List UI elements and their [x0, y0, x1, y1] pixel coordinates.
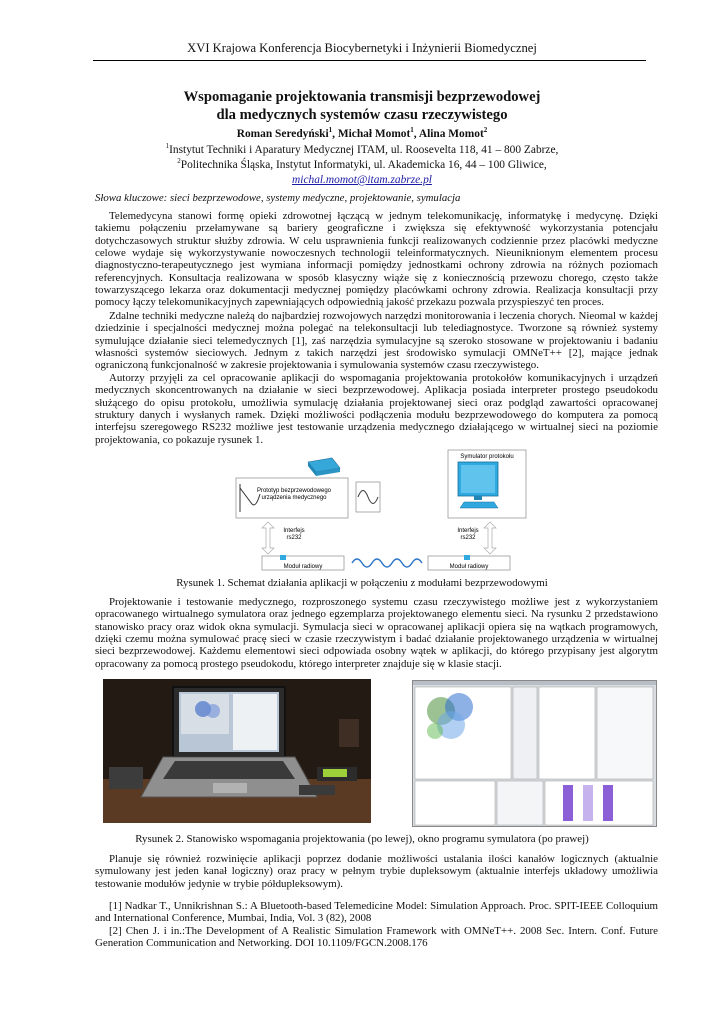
arrow-right — [484, 522, 496, 554]
title-line-2: dla medycznych systemów czasu rzeczywistego — [216, 107, 508, 123]
author-list: Roman Seredyński$^1$, Michał Momot$^1$, Alina Momot$^2$ — [236, 126, 488, 140]
interface-left-1: Interfejs — [283, 528, 305, 534]
author-1: Roman Seredyński — [236, 128, 329, 140]
email-line — [0, 173, 724, 188]
figure-2-caption: Rysunek 2. Stanowisko wspomagania projektowania (po lewej), okno programu symulatora (po prawej) — [135, 833, 589, 845]
affiliations — [0, 143, 724, 188]
keyboard-icon — [460, 502, 498, 508]
reference-2: [2] Chen J. i in.:The Development of A Realistic Simulation Framework with OMNeT++. 2008 Sec. Intern. Conf. Future Generation Communication and Networking. DOI 10.1109/FGCN.2008.176 — [95, 924, 658, 950]
affiliation-2 — [0, 158, 724, 173]
paragraph-4: Projektowanie i testowanie medycznego, rozproszonego systemu czasu rzeczywistego możliwe jest z wykorzystaniem opracowanego wirtualnego symulatora oraz jednego egzemplarza projektowanego elementu sieci. Na rysunku 2 przedstawiono stanowisko pracy oraz widok okna symulacji. Symulacja sieci w opracowanej aplikacji opiera się na wątkach programowych, dzięki czemu można symulować pracę sieci w czasie rzeczywistym i badać działanie projektowanego urządzenia w wirtualnej sieci bezprzewodowej. Każdemu elementowi sieci odpowiada osobny wątek w aplikacji, do którego przypisany jest algorytm opracowany za pomocą prostego pseudokodu, którego interpreter znajduje się w klasie stacji. — [95, 596, 658, 670]
workstation-photo-drawing — [103, 679, 371, 823]
reference-1: [1] Nadkar T., Unnikrishnan S.: A Bluetooth-based Telemedicine Model: Simulation Approach. Proc. SPIT-IEEE Colloquium and International Conference, Mumbai, India, Vol. 3 (82), 2008 — [95, 900, 658, 925]
paragraph-2: Zdalne techniki medyczne należą do najbardziej rozwojowych narzędzi monitorowania i leczenia chorych. Nieomal w każdej dziedzinie i specjalności medycznej można polegać na telekonsultacji lub telediagnostyce. Tworzone są również systemy symulujące działanie sieci telemedycznych [1], zaś narzędzia symulacyjne są szeroko stosowane w projektowaniu i badaniu własności systemów sieciowych. Jednym z takich narzędzi jest środowisko symulacji OMNeT++ [2], mające jednak ograniczoną funkcjonalność w zakresie projektowania i symulowania systemów czasu rzeczywistego. — [95, 310, 658, 372]
monitor-screen — [461, 465, 495, 493]
arrow-left — [262, 522, 274, 554]
radio-wave-icon — [352, 559, 422, 567]
conference-header: XVI Krajowa Konferencja Biocybernetyki i Inżynierii Biomedycznej — [187, 41, 537, 55]
paragraph-5: Planuje się również rozwinięcie aplikacji poprzez dodanie możliwości ustalania ilości kanałów logicznych (aktualnie symulowany jest jeden kanał logiczny) oraz pracy w pełnym trybie dupleksowym (aktualnie interfejs układowy umożliwia testowanie modułów jedynie w trybie półdupleksowym). — [95, 853, 658, 890]
interface-right-2: rs232 — [460, 535, 476, 541]
interface-right-1: Interfejs — [457, 528, 479, 534]
paragraph-1: Telemedycyna stanowi formę opieki zdrowotnej łączącą w jednym telekomunikację, informatykę i medycynę. Dzięki takiemu połączeniu przełamywane są bariery geograficzne i zwiększa się efektywność wykorzystania potencjału dotychczasowych struktur służby zdrowia. W celu usprawnienia funkcji realizowanych codziennie przez placówki medyczne celowe wydaje się wykorzystywanie nowoczesnych technologii teleinformatycznych. Nieuniknionym elementem procesu diagnostyczno-terapeutycznego jest wymiana informacji pomiędzy jednostkami ochrony zdrowia na różnych poziomach referencyjnych. Konsultacja realizowana w sposób klasyczny wiąże się z koniecznością przewozu chorego, często także towarzyszącego lekarza oraz dokumentacji medycznej pomiędzy placówkami ochrony zdrowia. Realizacja konsultacji przy pomocy łączy telekomunikacyjnych zapewniających odpowiednią jakość przekazu pozwala przyspieszyć ten proces. — [95, 210, 658, 309]
radio-chip-right — [464, 555, 470, 560]
radio-left-label: Moduł radiowy — [283, 564, 323, 570]
keywords: Słowa kluczowe: sieci bezprzewodowe, systemy medyczne, projektowanie, symulacja — [95, 192, 461, 204]
device-label-1: Prototyp bezprzewodowego — [256, 488, 332, 494]
radio-chip-left — [280, 555, 286, 560]
title-line-1: Wspomaganie projektowania transmisji bezprzewodowej — [183, 89, 541, 105]
simulator-window-screenshot — [412, 680, 657, 827]
author-2: Michał Momot — [337, 128, 411, 140]
affiliation-2-text: Politechnika Śląska, Instytut Informatyki, ul. Akademicka 16, 44 – 100 Gliwice, — [180, 159, 547, 171]
header-rule — [93, 60, 646, 61]
affiliation-2-marker: 2 — [177, 157, 181, 166]
affiliation-1-text: Instytut Techniki i Aparatury Medycznej ITAM, ul. Roosevelta 118, 41 – 800 Zabrze, — [169, 144, 559, 156]
interface-left-2: rs232 — [286, 535, 302, 541]
references — [95, 900, 658, 949]
paper-title — [0, 88, 724, 124]
author-3: Alina Momot — [418, 128, 484, 140]
device-label-2: urządzenia medycznego — [261, 495, 327, 501]
figure-1-diagram — [232, 448, 530, 574]
radio-right-label: Moduł radiowy — [449, 564, 489, 570]
simulator-window-drawing — [413, 681, 656, 826]
email-link[interactable]: michal.momot@itam.zabrze.pl — [292, 174, 432, 186]
workstation-photo — [103, 679, 371, 823]
author-3-affil: 2 — [483, 126, 488, 135]
author-2-affil: 1 — [410, 126, 414, 135]
simulator-label: Symulator protokołu — [460, 454, 514, 460]
paragraph-3: Autorzy przyjęli za cel opracowanie aplikacji do wspomagania projektowania protokołów komunikacyjnych i urządzeń medycznych skoncentrowanych na działanie w sieci bezprzewodowej. Aplikacja posiada interpreter prostego pseudokodu służącego do opisu protokołu, umożliwia symulację działania projektowanej sieci oraz podgląd zawartości opracowanej struktury danych i wysłanych ramek. Dzięki możliwości podłączenia modułu bezprzewodowego do komputera za pomocą interfejsu szeregowego RS232 możliwe jest testowanie urządzenia medycznego działającego w wirtualnej sieci na poziomie projektowania, co pokazuje rysunek 1. — [95, 372, 658, 446]
author-1-affil: 1 — [328, 126, 333, 135]
affiliation-1 — [0, 143, 724, 158]
monitor-stand — [474, 496, 482, 500]
figure-1-caption: Rysunek 1. Schemat działania aplikacji w połączeniu z modułami bezprzewodowymi — [176, 577, 548, 589]
affiliation-1-marker: 1 — [165, 142, 170, 151]
